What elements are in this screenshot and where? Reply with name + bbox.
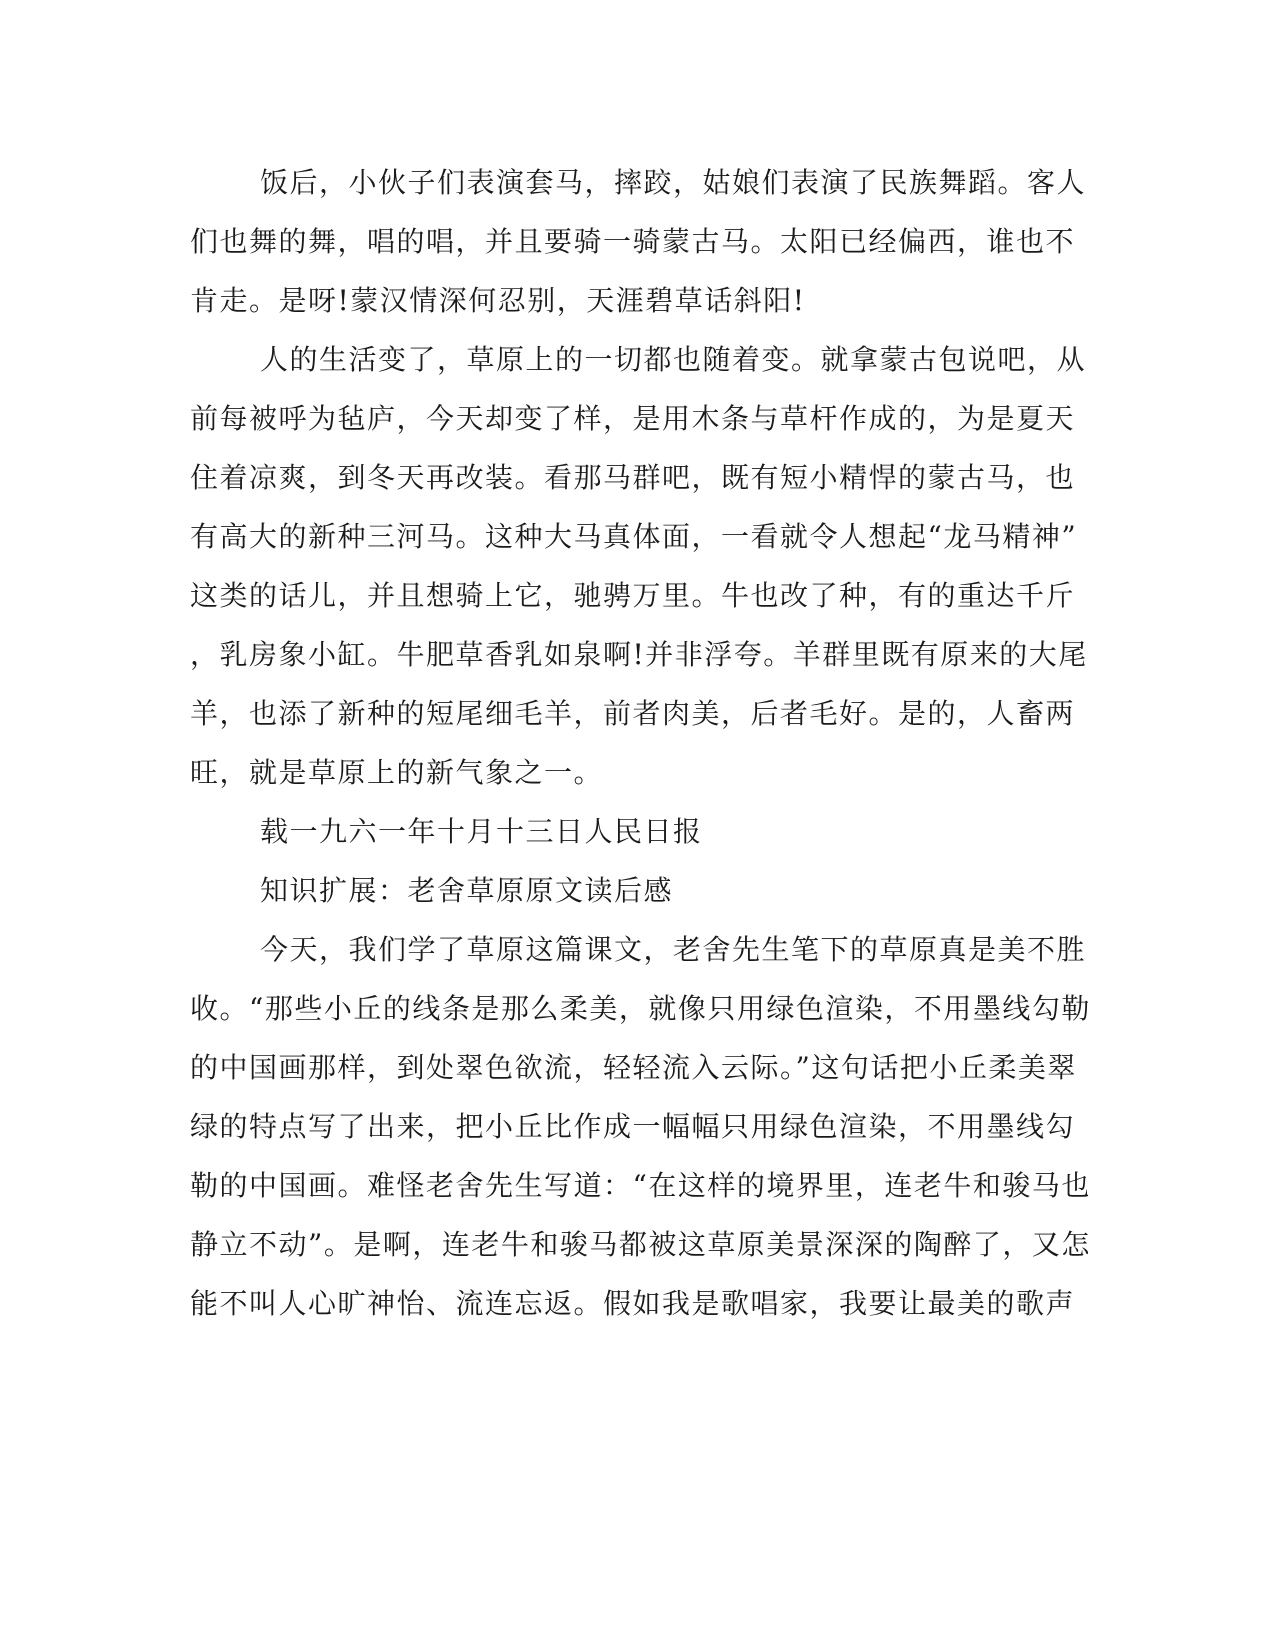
text-line: 羊，也添了新种的短尾细毛羊，前者肉美，后者毛好。是的，人畜两 <box>190 697 1076 730</box>
text-line: 绿的特点写了出来，把小丘比作成一幅幅只用绿色渲染，不用墨线勾 <box>190 1110 1076 1143</box>
text-line: 们也舞的舞，唱的唱，并且要骑一骑蒙古马。太阳已经偏西，谁也不 <box>190 225 1076 258</box>
text-line: 今天，我们学了草原这篇课文，老舍先生笔下的草原真是美不胜 <box>260 933 1087 966</box>
text-line: 这类的话儿，并且想骑上它，驰骋万里。牛也改了种，有的重达千斤 <box>190 579 1076 612</box>
text-line: 旺，就是草原上的新气象之一。 <box>190 756 604 789</box>
text-line: 的中国画那样，到处翠色欲流，轻轻流入云际。”这句话把小丘柔美翠 <box>190 1051 1077 1084</box>
text-line: 有高大的新种三河马。这种大马真体面，一看就令人想起“龙马精神” <box>190 520 1078 553</box>
text-line: 勒的中国画。难怪老舍先生写道：“在这样的境界里，连老牛和骏马也 <box>190 1169 1091 1202</box>
text-line: ，乳房象小缸。牛肥草香乳如泉啊!并非浮夸。羊群里既有原来的大尾 <box>190 638 1088 671</box>
text-line: 能不叫人心旷神怡、流连忘返。假如我是歌唱家，我要让最美的歌声 <box>190 1287 1076 1320</box>
text-line: 静立不动”。是啊，连老牛和骏马都被这草原美景深深的陶醉了，又怎 <box>190 1228 1091 1261</box>
text-line: 收。“那些小丘的线条是那么柔美，就像只用绿色渲染，不用墨线勾勒 <box>190 992 1091 1025</box>
text-line: 饭后，小伙子们表演套马，摔跤，姑娘们表演了民族舞蹈。客人 <box>260 166 1087 199</box>
source-note: 载一九六一年十月十三日人民日报 <box>260 815 703 848</box>
text-line: 肯走。是呀!蒙汉情深何忍别，天涯碧草话斜阳! <box>190 284 806 317</box>
text-line: 前每被呼为毡庐，今天却变了样，是用木条与草杆作成的，为是夏天 <box>190 402 1076 435</box>
text-line: 住着凉爽，到冬天再改装。看那马群吧，既有短小精悍的蒙古马，也 <box>190 461 1076 494</box>
section-heading: 知识扩展：老舍草原原文读后感 <box>260 874 674 907</box>
text-line: 人的生活变了，草原上的一切都也随着变。就拿蒙古包说吧，从 <box>260 343 1087 376</box>
